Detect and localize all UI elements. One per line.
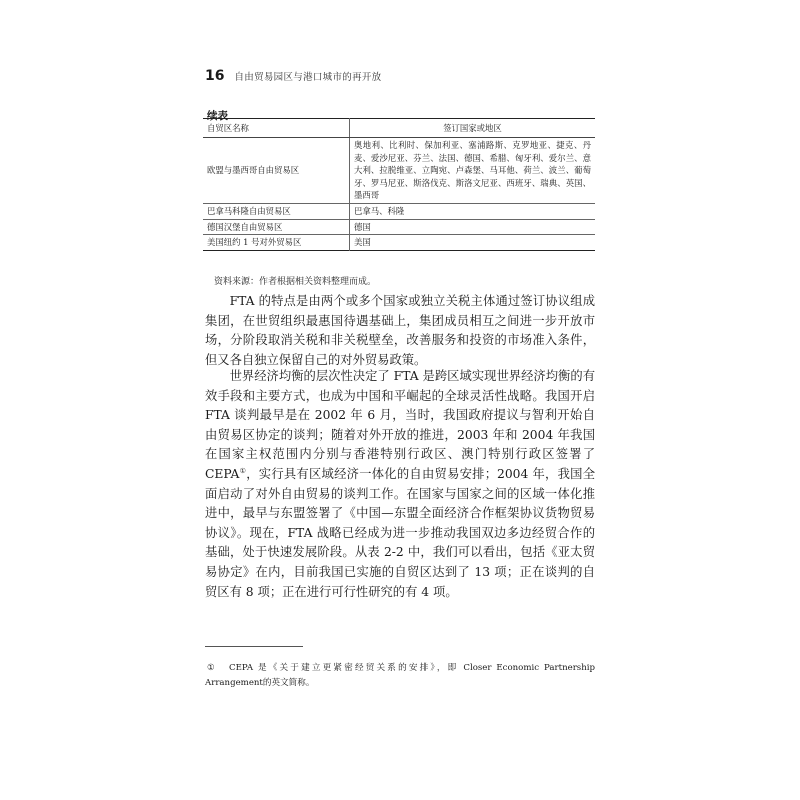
footnote bbox=[205, 661, 595, 691]
table-row bbox=[203, 203, 595, 219]
fta-parties-cell: 奥地利、比利时、保加利亚、塞浦路斯、克罗地亚、捷克、丹麦、爱沙尼亚、芬兰、法国、德国、希腊、匈牙利、爱尔兰、意大利、拉脱维亚、立陶宛、卢森堡、马耳他、荷兰、波兰、葡萄牙、罗马尼亚、斯洛伐克、斯洛文尼亚、西班牙、瑞典、英国、墨西哥 bbox=[354, 140, 591, 201]
footnote-reference: ① bbox=[239, 466, 247, 475]
fta-parties-cell: 德国 bbox=[354, 221, 371, 232]
fta-name-cell: 美国纽约 1 号对外贸易区 bbox=[203, 235, 350, 251]
table-source-note: 资料来源：作者根据相关资料整理而成。 bbox=[214, 277, 377, 287]
fta-table bbox=[203, 118, 595, 251]
table-continued-label: 续表 bbox=[207, 110, 228, 122]
fta-name-cell: 欧盟与墨西哥自由贸易区 bbox=[203, 138, 350, 204]
body-paragraph-1: FTA 的特点是由两个或多个国家或独立关税主体通过签订协议组成集团，在世贸组织最惠国待遇基础上，集团成员相互之间进一步开放市场，分阶段取消关税和非关税壁垒，改善服务和投资的市场准入条件，但又各自独立保留自己的对外贸易政策。 bbox=[205, 294, 595, 367]
paragraph-2-text-end: ，实行具有区域经济一体化的自由贸易安排；2004 年，我国全面启动了对外自由贸易的谈判工作。在国家与国家之间的区域一体化推进中，最早与东盟签署了《中国—东盟全面经济合作框架协议货物贸易协议》。现在，FTA 战略已经成为进一步推动我国双边多边经贸合作的基础，处于快速发展阶段。从表 2-2 中，我们可以看出，包括《亚太贸易协定》在内，目前我国已实施的自贸区达到了 13 项；正在谈判的自贸区有 8 项；正在进行可行性研究的有 4 项。 bbox=[205, 466, 595, 599]
fta-name-cell: 德国汉堡自由贸易区 bbox=[203, 219, 350, 235]
fta-parties-cell: 巴拿马、科隆 bbox=[354, 205, 405, 216]
fta-name-cell: 巴拿马科隆自由贸易区 bbox=[203, 203, 350, 219]
table-row bbox=[203, 235, 595, 251]
paragraph-2-text-start: 世界经济均衡的层次性决定了 FTA 是跨区域实现世界经济均衡的有效手段和主要方式，也成为中国和平崛起的全球灵活性战略。我国开启 FTA 谈判最早是在 2002 年 6 月，当时，我国政府提议与智利开始自由贸易区协定的谈判；随着对外开放的推进，2003 年和 2004 年我国在国家主权范围内分别与香港特别行政区、澳门特别行政区签署了 CEPA bbox=[205, 369, 595, 481]
running-title: 自由贸易园区与港口城市的再开放 bbox=[234, 72, 382, 83]
column-header-parties: 签订国家或地区 bbox=[350, 119, 596, 138]
table-header-row bbox=[203, 119, 595, 138]
footnote-mark: ① bbox=[207, 663, 215, 673]
footnote-separator bbox=[205, 646, 303, 647]
table-row bbox=[203, 138, 595, 204]
running-head bbox=[205, 68, 382, 84]
column-header-name: 自贸区名称 bbox=[203, 119, 350, 138]
fta-parties-cell: 美国 bbox=[354, 237, 371, 248]
footnote-text: CEPA 是《关于建立更紧密经贸关系的安排》，即 Closer Economic Partnership Arrangement的英文简称。 bbox=[205, 663, 595, 688]
page-number: 16 bbox=[205, 68, 225, 84]
body-paragraph-2 bbox=[205, 367, 595, 602]
table-row bbox=[203, 219, 595, 235]
